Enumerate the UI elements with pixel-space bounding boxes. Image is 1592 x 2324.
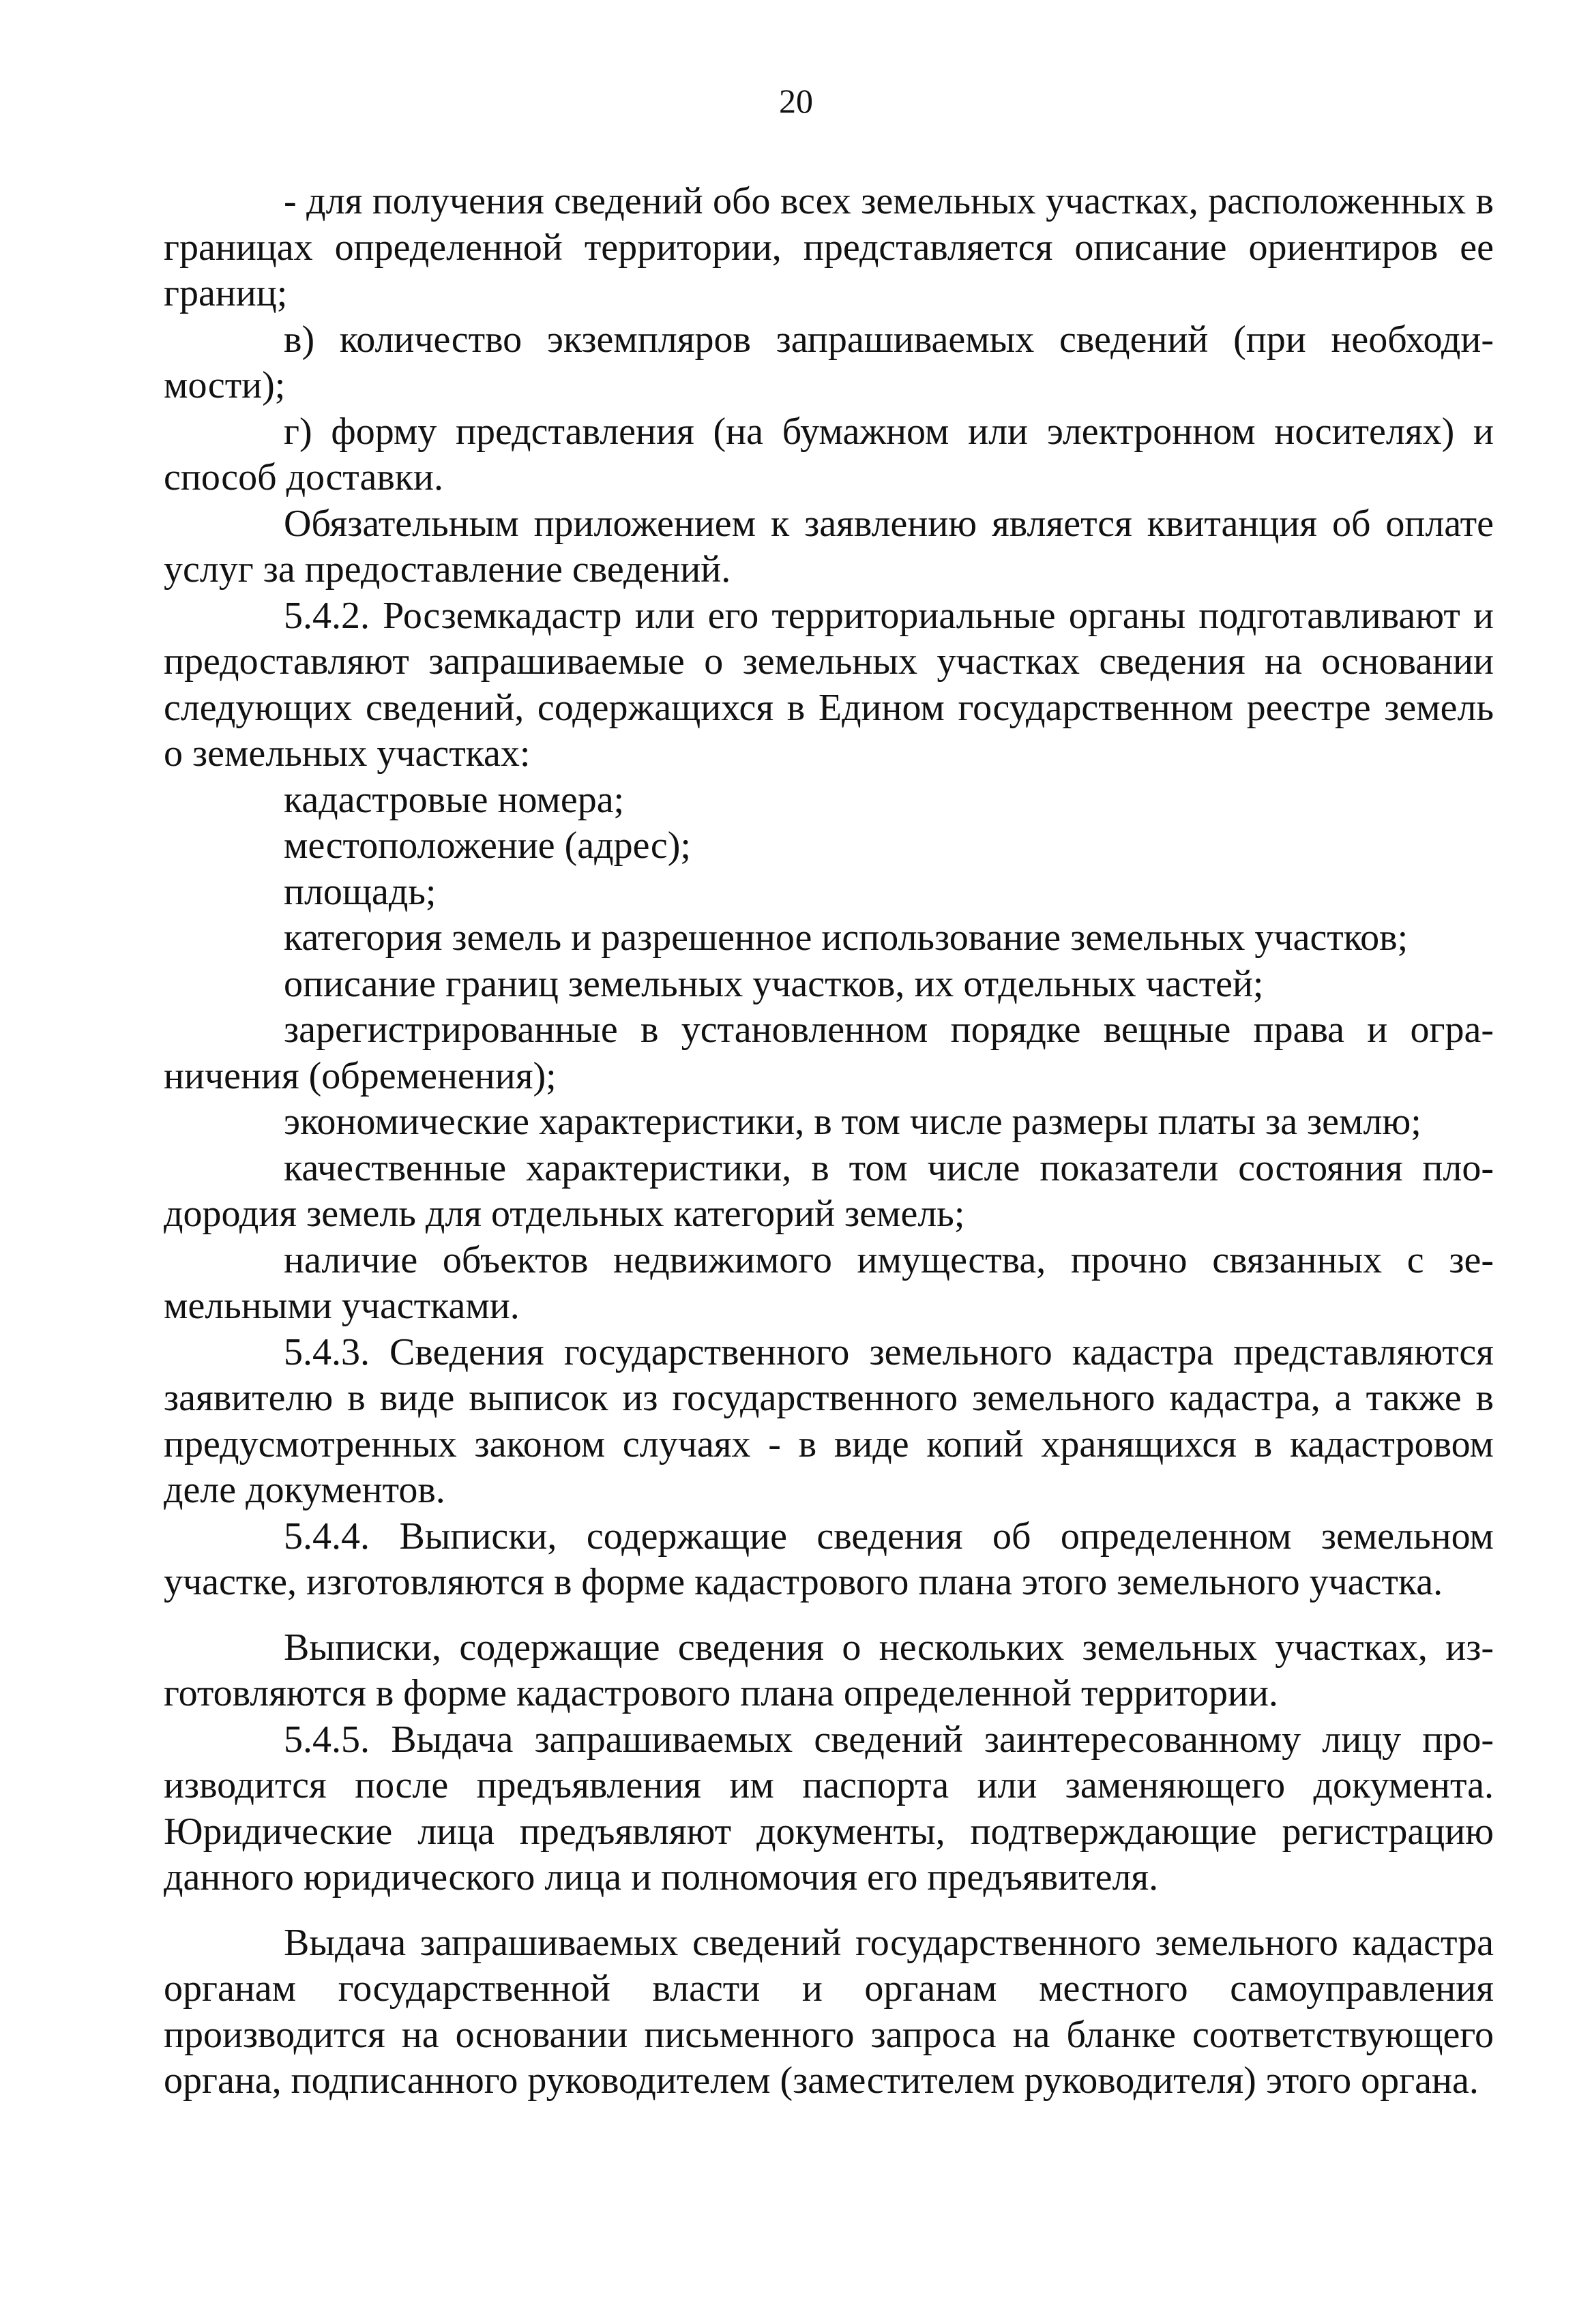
paragraph: Обязательным приложением к заявлению является квитанция об оплате услуг за предоставление сведений. xyxy=(164,502,1494,591)
list-item: зарегистрированные в установленном порядке вещные права и ограничения (обременения); xyxy=(164,1009,1494,1097)
paragraph: 5.4.4. Выписки, содержащие сведения об определенном земельном участке, изготовляются в форме кадастрового плана этого земельного участка. xyxy=(164,1515,1494,1603)
paragraph: 5.4.3. Сведения государственного земельного кадастра представляются заявителю в виде выписок из государственного земельного кадастра, а также в предусмотренных законом случаях - в виде копий хранящихся в кадастровом деле документов. xyxy=(164,1330,1494,1511)
list-item: площадь; xyxy=(284,870,437,913)
document-body xyxy=(164,179,1494,2104)
list-item: наличие объектов недвижимого имущества, прочно связанных с земельными участками. xyxy=(164,1238,1494,1327)
list-item: местоположение (адрес); xyxy=(284,824,691,867)
paragraph: г) форму представления (на бумажном или электронном носителях) и способ доставки. xyxy=(164,410,1494,498)
list-item: описание границ земельных участков, их отдельных частей; xyxy=(284,962,1264,1005)
paragraph: в) количество экземпляров запрашиваемых сведений (при необходимости); xyxy=(164,318,1494,406)
list-item: экономические характеристики, в том числе размеры платы за землю; xyxy=(284,1101,1421,1143)
paragraph: 5.4.2. Росземкадастр или его территориальные органы подготавливают и предоставляют запрашиваемые о земельных участках сведения на основании следующих сведений, содержащихся в Едином государственном реестре земель о земельных участках: xyxy=(164,594,1494,775)
list-item: категория земель и разрешенное использование земельных участков; xyxy=(284,917,1409,959)
page-number: 20 xyxy=(779,82,813,120)
paragraph: Выписки, содержащие сведения о нескольких земельных участках, изготовляются в форме кадастрового плана определенной территории. xyxy=(164,1626,1494,1714)
paragraph: Выдача запрашиваемых сведений государственного земельного кадастра органам государственной власти и органам местного самоуправления производится на основании письменного запроса на бланке соответствующего органа, подписанного руководителем (заместителем руководителя) этого органа. xyxy=(164,1921,1494,2102)
list-item: кадастровые номера; xyxy=(284,778,625,821)
paragraph: - для получения сведений обо всех земельных участках, расположенных в границах определенной территории, представляется описание ориентиров ее границ; xyxy=(164,180,1494,314)
list-item: качественные характеристики, в том числе показатели состояния плодородия земель для отдельных категорий земель; xyxy=(164,1146,1494,1235)
paragraph: 5.4.5. Выдача запрашиваемых сведений заинтересованному лицу производится после предъявления им паспорта или заменяющего документа. Юридические лица предъявляют документы, подтверждающие регистрацию данного юридического лица и полномочия его предъявителя. xyxy=(164,1718,1494,1898)
